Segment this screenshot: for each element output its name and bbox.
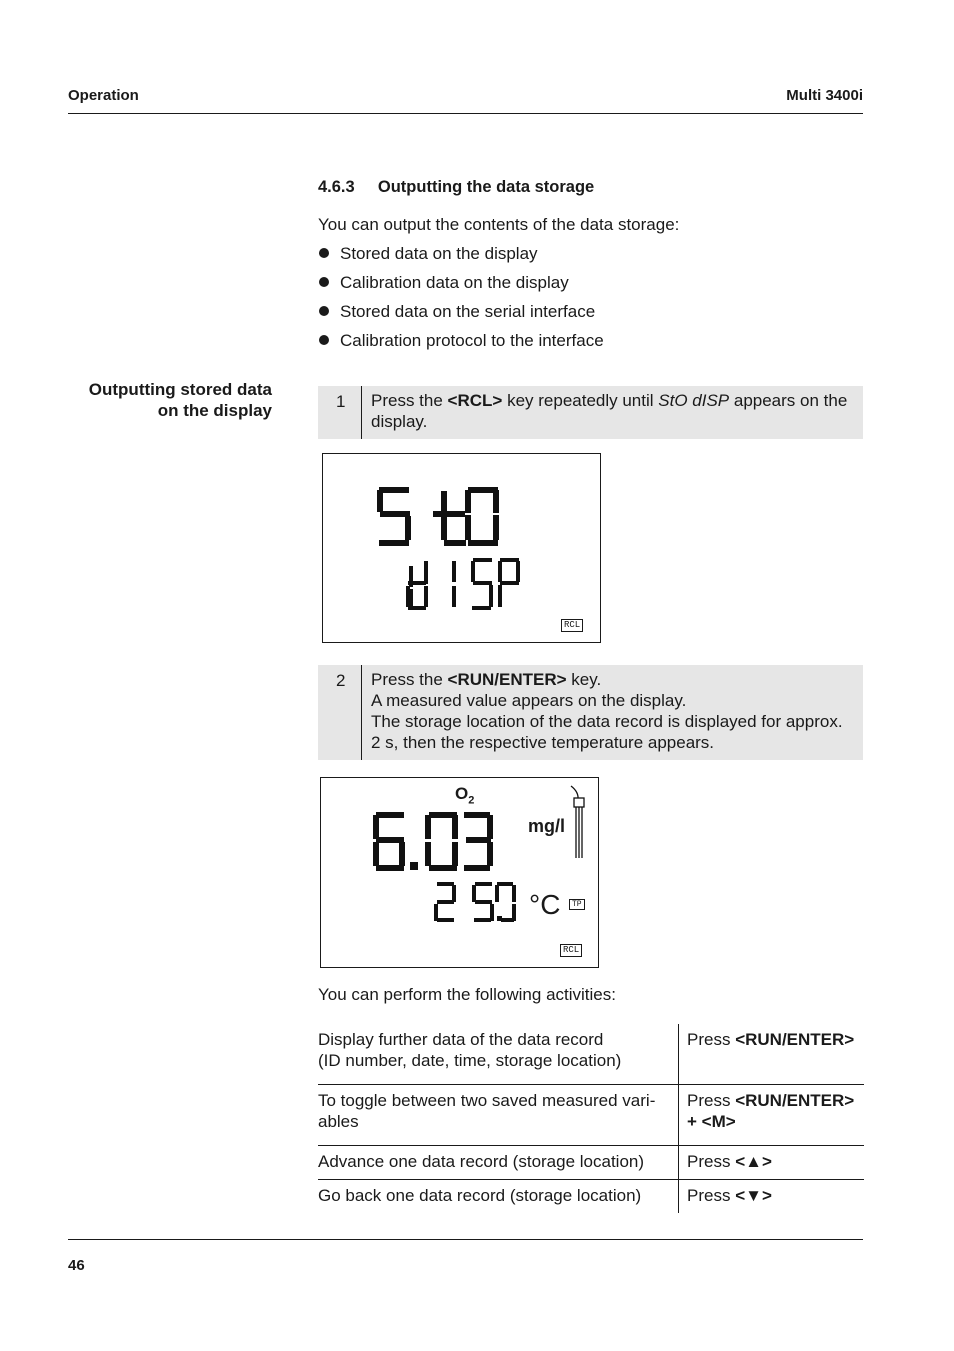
temperature-unit: °C (529, 889, 561, 920)
rcl-indicator: RCL (561, 619, 583, 632)
lcd-value-603 (373, 812, 493, 871)
table-row (318, 1024, 864, 1085)
list-item: Calibration data on the display (318, 272, 858, 301)
side-heading-line2: on the display (157, 401, 272, 420)
page-number: 46 (68, 1257, 85, 1274)
footer-rule (68, 1239, 863, 1240)
key-cell: Press <▲> (679, 1146, 865, 1180)
table-row (318, 1085, 864, 1146)
rcl-indicator: RCL (560, 944, 582, 957)
action-cell: Display further data of the data record (ID number, date, time, storage location) (318, 1024, 679, 1085)
step-number: 1 (336, 392, 346, 411)
running-header-right: Multi 3400i (786, 87, 863, 104)
tp-indicator: TP (569, 899, 585, 910)
parameter-label: $O_2$ (455, 784, 475, 807)
section-intro: You can output the contents of the data storage: (318, 215, 680, 234)
activities-intro: You can perform the following activities: (318, 985, 616, 1004)
key-cell: Press <RUN/ENTER> + <M> (679, 1085, 865, 1146)
side-heading (40, 379, 272, 421)
key-cell: Press <▼> (679, 1180, 865, 1214)
key-rcl: <RCL> (447, 391, 503, 410)
step-text: Press the <RCL> key repeatedly until StO dISP appears on the display. (371, 391, 848, 431)
oxygen-probe-icon (571, 786, 584, 858)
side-heading-line1: Outputting stored data (88, 380, 272, 399)
step-number: 2 (336, 671, 346, 690)
action-cell: To toggle between two saved measured vari- ables (318, 1085, 679, 1146)
unit-label: mg/l (528, 816, 566, 836)
action-cell: Advance one data record (storage location) (318, 1146, 679, 1180)
lcd-text-disp-glyphs (322, 453, 599, 641)
list-item: Calibration protocol to the interface (318, 330, 858, 359)
lcd-display-measurement (320, 777, 599, 968)
lcd-temp-250 (434, 882, 516, 922)
table-row (318, 1146, 864, 1180)
key-cell: Press <RUN/ENTER> (687, 1030, 855, 1049)
running-header-left: Operation (68, 87, 139, 104)
action-cell: Go back one data record (storage location) (318, 1180, 679, 1214)
step-text: Press the <RUN/ENTER> key. A measured value appears on the display. The storage location of the data record is displayed for approx. 2 s, then the respective temperature appears. (371, 670, 843, 752)
section-title: Outputting the data storage (377, 178, 595, 196)
list-item: Stored data on the display (318, 243, 858, 272)
table-row (318, 1180, 864, 1214)
step-2 (318, 665, 863, 760)
header-rule (68, 113, 863, 114)
display-text-sto-disp: StO dISP (658, 391, 730, 410)
output-options-list (318, 243, 858, 359)
step-number-cell (318, 665, 362, 760)
step-number-cell (318, 386, 362, 439)
key-run-enter: <RUN/ENTER> (447, 670, 567, 689)
activities-table (318, 1024, 864, 1213)
step-1 (318, 386, 863, 439)
list-item: Stored data on the serial interface (318, 301, 858, 330)
section-number: 4.6.3 (318, 178, 355, 196)
section-heading (318, 178, 594, 197)
